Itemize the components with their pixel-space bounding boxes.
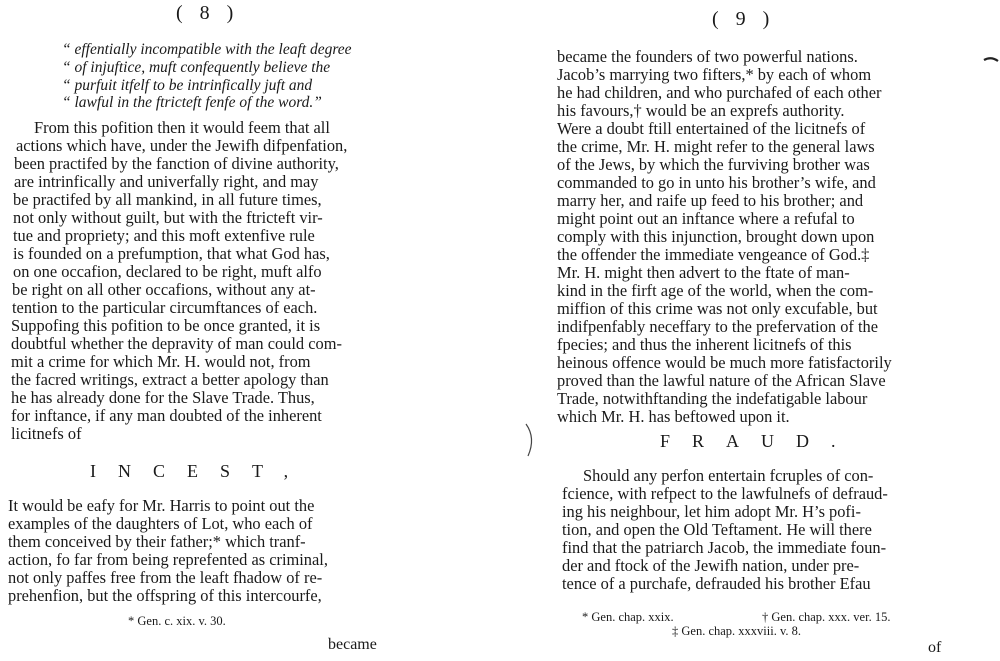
text-line: licitnefs of: [11, 424, 82, 443]
text-line: for inftance, if any man doubted of the inherent: [11, 406, 322, 425]
text-line: proved than the lawful nature of the African Slave: [557, 371, 886, 390]
text-line: marry her, and raife up feed to his brother; and: [557, 191, 864, 210]
text-line: comply with this injunction, brought down upon: [557, 227, 875, 246]
text-line: tion, and open the Old Teftament. He will there: [562, 520, 872, 539]
page-number-left: ( 8 ): [176, 2, 240, 24]
footnote-right-1: * Gen. chap. xxix.: [582, 610, 674, 624]
quote-line: “ lawful in the ftricteft fenfe of the word.”: [62, 94, 322, 111]
text-line: been practifed by the fanction of divine authority,: [14, 154, 339, 173]
text-line: fcience, with refpect to the lawfulnefs of defraud-: [562, 484, 888, 503]
text-line: not only without guilt, but with the ftricteft vir-: [13, 208, 323, 227]
text-line: heinous offence would be much more fatisfactorily: [557, 353, 892, 372]
footnote-left: * Gen. c. xix. v. 30.: [128, 614, 226, 628]
text-line: prehenfion, but the offspring of this intercourfe,: [8, 586, 322, 605]
section-heading-fraud: FRAUD.: [660, 431, 858, 451]
text-line: actions which have, under the Jewifh difpenfation,: [16, 136, 348, 155]
text-line: not only paffes free from the leaft fhadow of re-: [8, 568, 323, 587]
quote-line: “ purfuit itfelf to be intrinfically juft and: [62, 77, 313, 94]
section-heading-incest: INCEST,: [90, 461, 311, 481]
text-line: he had children, and who purchafed of each other: [557, 83, 882, 102]
text-line: mit a crime for which Mr. H. would not, from: [11, 352, 311, 371]
text-line: From this pofition then it would feem that all: [34, 118, 330, 137]
text-line: be right on all other occafions, without any at-: [12, 280, 316, 299]
text-line: find that the patriarch Jacob, the immediate foun-: [562, 538, 887, 557]
quote-line: “ effentially incompatible with the leaft degree: [62, 41, 352, 58]
text-line: tence of a purchafe, defrauded his brother Efau: [562, 574, 871, 593]
text-line: Should any perfon entertain fcruples of con-: [583, 466, 874, 485]
text-line: might point out an inftance where a refufal to: [557, 209, 855, 228]
text-line: became the founders of two powerful nations.: [557, 47, 858, 66]
gutter-mark: [522, 420, 546, 460]
quote-line: “ of injuftice, muft confequently believe the: [62, 59, 331, 76]
text-line: are intrinfically and univerfally right, and may: [14, 172, 319, 191]
text-line: the crime, Mr. H. might refer to the general laws: [557, 137, 875, 156]
text-line: action, fo far from being reprefented as criminal,: [8, 550, 328, 569]
text-line: Suppofing this pofition to be once granted, it is: [11, 316, 321, 335]
text-line: Trade, notwithftanding the indefatigable labour: [557, 389, 868, 408]
text-line: fpecies; and thus the inherent licitnefs of this: [557, 335, 852, 354]
text-line: his favours,† would be an exprefs authority.: [557, 101, 845, 120]
text-line: Jacob’s marrying two fifters,* by each of whom: [557, 65, 872, 84]
text-line: Mr. H. might then advert to the ftate of man-: [557, 263, 850, 282]
text-line: commanded to go in unto his brother’s wife, and: [557, 173, 876, 192]
text-line: of the Jews, by which the furviving brother was: [557, 155, 870, 174]
text-line: be practifed by all mankind, in all future times,: [13, 190, 322, 209]
edge-mark: [982, 52, 1000, 66]
text-line: the offender the immediate vengeance of God.‡: [557, 245, 870, 264]
right-page: [500, 0, 1000, 661]
text-line: them conceived by their father;* which tranf-: [8, 532, 306, 551]
text-line: the facred writings, extract a better apology than: [11, 370, 329, 389]
text-line: ing his neighbour, let him adopt Mr. H’s pofi-: [562, 502, 861, 521]
text-line: Were a doubt ftill entertained of the licitnefs of: [557, 119, 866, 138]
text-line: It would be eafy for Mr. Harris to point out the: [8, 496, 315, 515]
text-line: der and ftock of the Jewifh nation, under pre-: [562, 556, 860, 575]
text-line: he has already done for the Slave Trade. Thus,: [11, 388, 315, 407]
text-line: tue and propriety; and this moft extenfive rule: [13, 226, 315, 245]
catchword-right: of: [928, 639, 942, 656]
text-line: miffion of this crime was not only excufable, but: [557, 299, 878, 318]
text-line: is founded on a prefumption, that what God has,: [13, 244, 330, 263]
footnote-right-3: ‡ Gen. chap. xxxviii. v. 8.: [672, 624, 802, 638]
text-line: doubtful whether the depravity of man could com-: [11, 334, 342, 353]
text-line: examples of the daughters of Lot, who each of: [8, 514, 313, 533]
text-line: tention to the particular circumftances of each.: [12, 298, 318, 317]
catchword-left: became: [328, 636, 377, 653]
text-line: which Mr. H. has beftowed upon it.: [557, 407, 790, 426]
text-line: indifpenfably neceffary to the prefervation of the: [557, 317, 878, 336]
page-number-right: ( 9 ): [712, 8, 776, 30]
text-line: on one occafion, declared to be right, muft alfo: [13, 262, 322, 281]
text-line: kind in the firft age of the world, when the com-: [557, 281, 874, 300]
footnote-right-2: † Gen. chap. xxx. ver. 15.: [762, 610, 891, 624]
